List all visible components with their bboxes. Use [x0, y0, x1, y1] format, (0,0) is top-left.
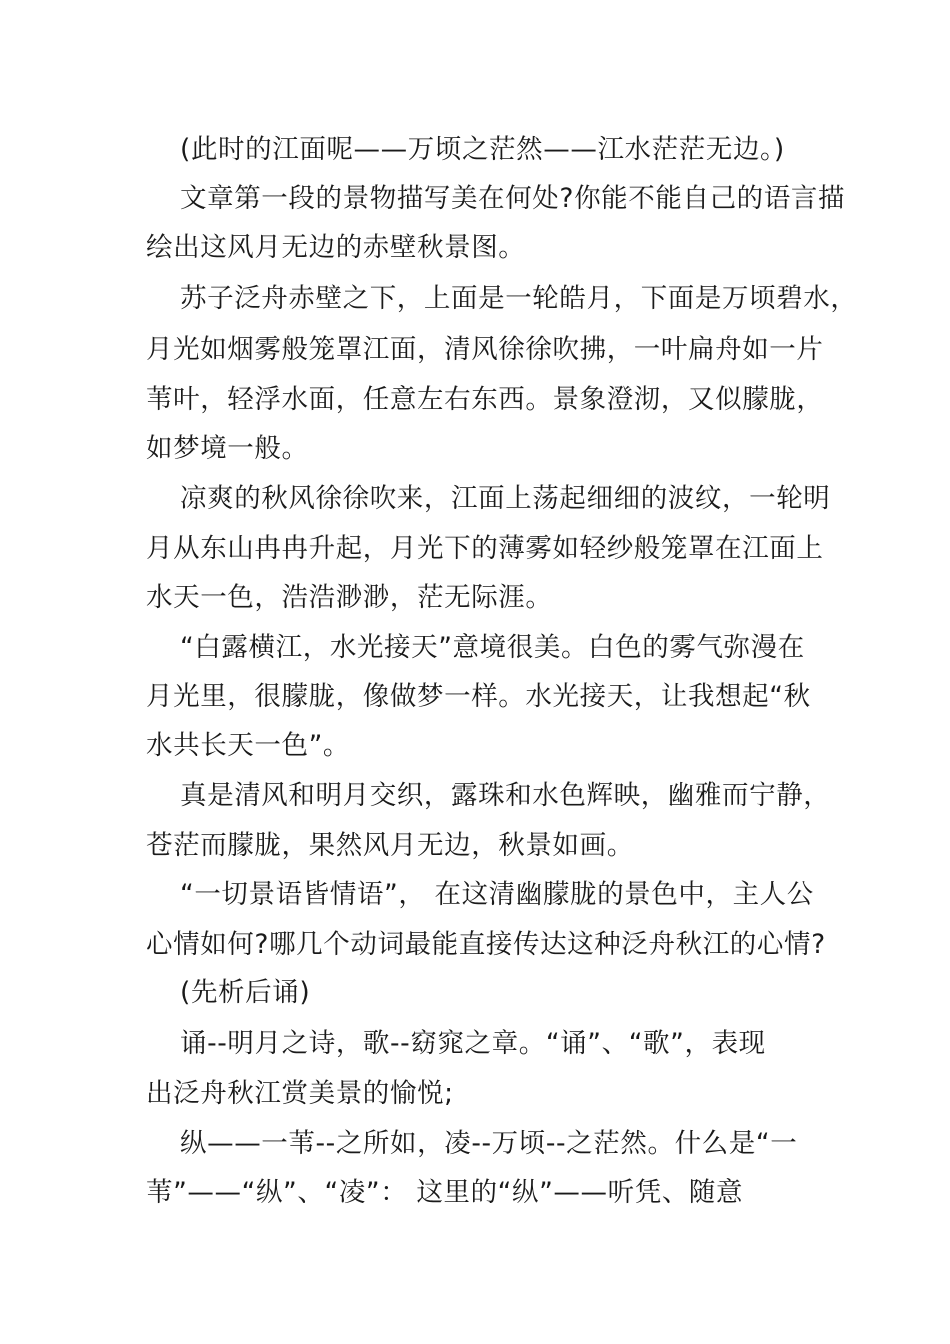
text-line: 心情如何?哪几个动词最能直接传达这种泛舟秋江的心情?	[146, 929, 826, 960]
text-line: 苍茫而朦胧，果然风月无边，秋景如画。	[146, 830, 634, 861]
text-line: 出泛舟秋江赏美景的愉悦;	[146, 1078, 454, 1109]
text-line: 如梦境一般。	[146, 433, 309, 464]
text-line: (先析后诵)	[180, 977, 311, 1008]
text-line: 月光如烟雾般笼罩江面，清风徐徐吹拂，一叶扁舟如一片	[146, 334, 824, 365]
text-line: 文章第一段的景物描写美在何处?你能不能自己的语言描	[180, 183, 846, 214]
text-line: “一切景语皆情语”， 在这清幽朦胧的景色中，主人公	[180, 879, 814, 910]
text-line: 水共长天一色”。	[146, 730, 351, 761]
text-line: 苇叶，轻浮水面，任意左右东西。景象澄沏，又似朦胧，	[146, 384, 824, 415]
text-line: “白露横江，水光接天”意境很美。白色的雾气弥漫在	[180, 632, 805, 663]
text-line: 绘出这风月无边的赤壁秋景图。	[146, 232, 526, 263]
text-line: 诵--明月之诗，歌--窈窕之章。“诵”、“歌”，表现	[180, 1028, 766, 1059]
text-line: 月光里，很朦胧，像做梦一样。水光接天，让我想起“秋	[146, 681, 811, 712]
text-line: 水天一色，浩浩渺渺，茫无际涯。	[146, 582, 553, 613]
text-line: 月从东山冉冉升起，月光下的薄雾如轻纱般笼罩在江面上	[146, 533, 824, 564]
text-line: 凉爽的秋风徐徐吹来，江面上荡起细细的波纹，一轮明	[180, 483, 831, 514]
text-line: 纵——一苇--之所如，凌--万顷--之茫然。什么是“一	[180, 1128, 798, 1159]
text-line: 苏子泛舟赤壁之下，上面是一轮皓月，下面是万顷碧水，	[180, 283, 858, 314]
text-line: (此时的江面呢——万顷之茫然——江水茫茫无边。)	[180, 134, 785, 165]
text-line: 苇”——“纵”、“凌”： 这里的“纵”——听凭、随意	[146, 1177, 744, 1208]
text-line: 真是清风和明月交织，露珠和水色辉映，幽雅而宁静，	[180, 780, 831, 811]
